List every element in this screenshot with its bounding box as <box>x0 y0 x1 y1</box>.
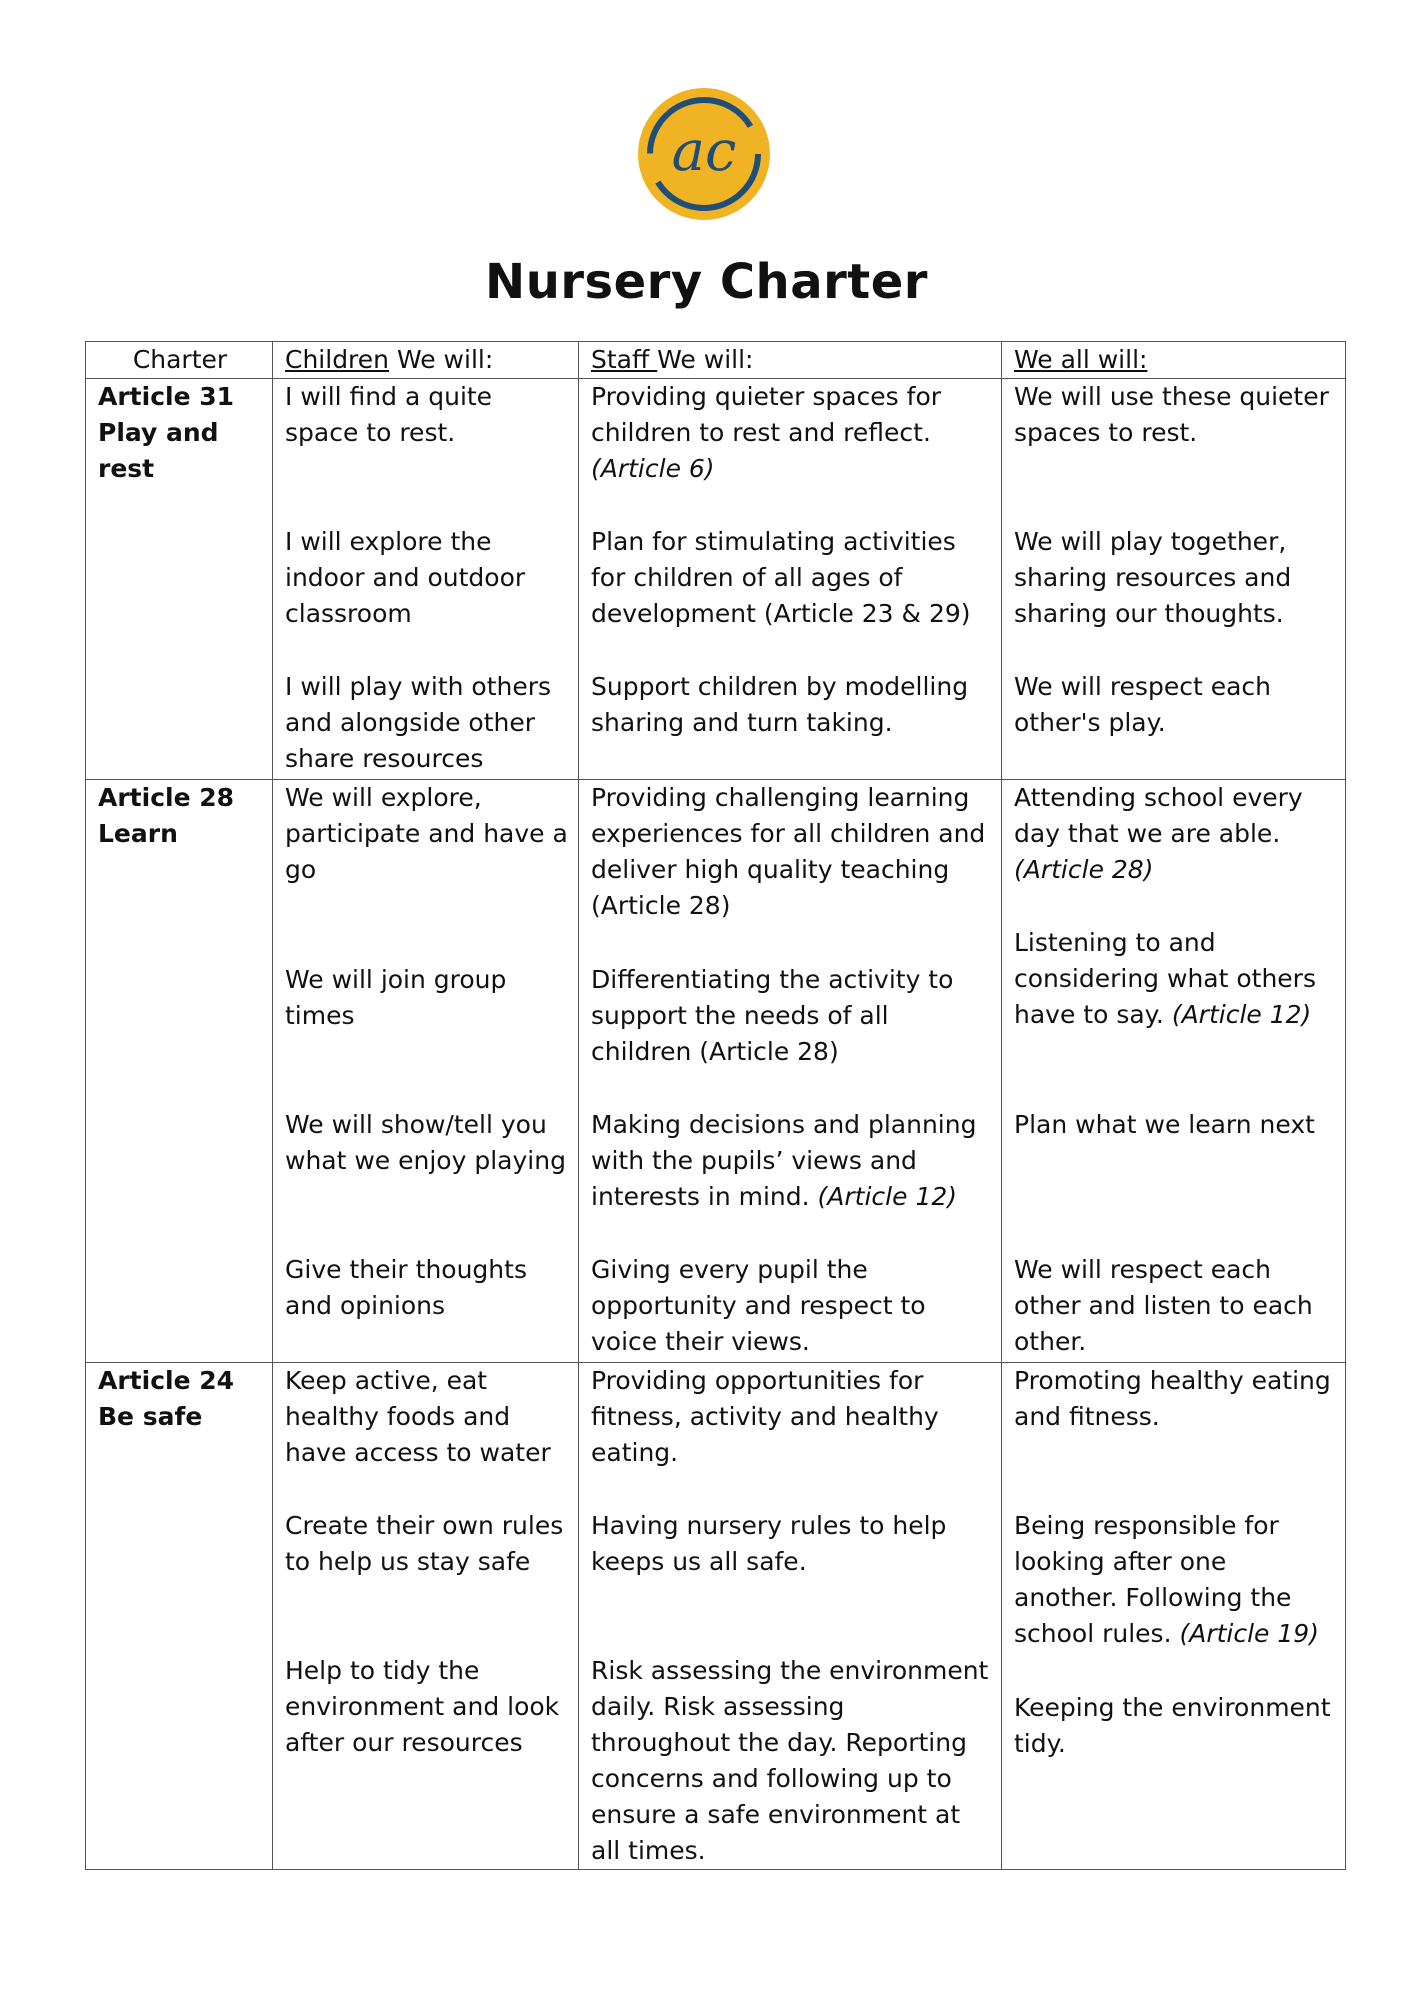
school-logo <box>636 86 772 222</box>
header-all: We all will: <box>1002 342 1346 379</box>
charter-table <box>85 341 1346 1870</box>
children-cell: Keep active, eat healthy foods and have access to water Create their own rules to help us stay safe Help to tidy the environment and look after our resources <box>273 1363 579 1870</box>
children-cell: I will find a quite space to rest. I will explore the indoor and outdoor classroom I will play with others and alongside other share resources <box>273 379 579 780</box>
children-cell: We will explore, participate and have a go We will join group times We will show/tell you what we enjoy playing Give their thoughts and opinions <box>273 780 579 1363</box>
staff-cell: Providing quieter spaces for children to rest and reflect. (Article 6) Plan for stimulating activities for children of all ages of development (Article 23 & 29) Support children by modelling sharing and turn taking. <box>579 379 1002 780</box>
all-cell: Attending school every day that we are able. (Article 28) Listening to and considering what others have to say. (Article 12) Plan what we learn next We will respect each other and listen to each other. <box>1002 780 1346 1363</box>
staff-cell: Providing challenging learning experiences for all children and deliver high quality teaching (Article 28) Differentiating the activity to support the needs of all children (Article 28) Making decisions and planning with the pupils’ views and interests in mind. (Article 12) Giving every pupil the opportunity and respect to voice their views. <box>579 780 1002 1363</box>
table-row <box>86 1363 1346 1870</box>
header-staff: Staff We will: <box>579 342 1002 379</box>
staff-cell: Providing opportunities for fitness, activity and healthy eating. Having nursery rules to help keeps us all safe. Risk assessing the environment daily. Risk assessing throughout the day. Reporting concerns and following up to ensure a safe environment at all times. <box>579 1363 1002 1870</box>
header-children: Children We will: <box>273 342 579 379</box>
all-cell: We will use these quieter spaces to rest. We will play together, sharing resources and sharing our thoughts. We will respect each other's play. <box>1002 379 1346 780</box>
article-cell: Article 24 Be safe <box>86 1363 273 1870</box>
header-charter: Charter <box>86 342 273 379</box>
table-row <box>86 379 1346 780</box>
all-cell: Promoting healthy eating and fitness. Being responsible for looking after one another. Following the school rules. (Article 19) Keeping the environment tidy. <box>1002 1363 1346 1870</box>
article-cell: Article 28 Learn <box>86 780 273 1363</box>
header-row <box>86 342 1346 379</box>
page-title: Nursery Charter <box>485 254 928 310</box>
logo-text: ac <box>671 119 737 184</box>
article-cell: Article 31 Play and rest <box>86 379 273 780</box>
table-row <box>86 780 1346 1363</box>
